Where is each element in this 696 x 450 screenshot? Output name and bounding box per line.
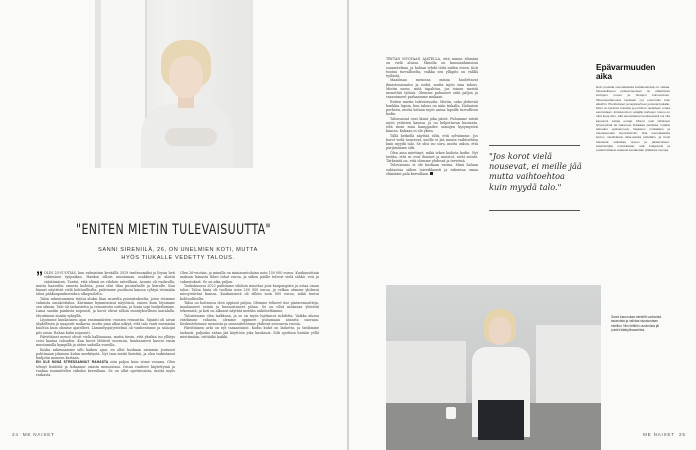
body-paragraph: Talon rakentaminen tuntui aluksi liian suurelta ponnistukselta, joten etsimme valmista omakotitaloa. Kävimme kymmenissä näytöissä, ennen kuin löysimme sen oikean. Talo oli tarkastettu ja remontoitu osittain, ja hinta sopi budjettiimme. Laina saatiin pankista nopeasti, ja korot olivat silloin ennätyksellisen matalalla. Muutimme sisään syksyllä. [36,296,175,318]
folio-left [12,432,55,437]
body-paragraph: Tulostamme olen tarkkana, ja se on myös lujittanut suhdetta. Vaikka alussa riitelimme rahasta, olemme oppineet puhumaan asioista suoraan. Keskustelemme menoista ja suunnittelemme yhdessä seuraavia vuosia. [180,313,319,326]
photo-mug [446,407,456,419]
left-page [0,0,347,450]
body-paragraph: Päivittäiset menot olivat vielä hallinnassa, mutta tiesin, että yksikin iso yllätys voisi kaataa talouden. Kun korot lähtivät nousuun, kuukausierä kasvoi ensin muutamalla kympillä ja sitten sadoilla euroilla. [36,334,175,348]
portrait-photo-bottom [386,285,601,450]
quote-rule-bottom [489,210,580,211]
sidebar-box [596,63,670,152]
end-mark [430,172,433,175]
magazine-name-left: ME NAISET [22,432,55,437]
photo-face [169,56,203,98]
body-paragraph: Liyoimme kuukausien ajan ensimmäisten vuosien remonttia. Sijainti oli aivan täydellinen ja naapurit mukavia, mutta pian alkoi näkyä, että talo vaati enemmän huoltoa kuin olimme ajatelleet. Lämmitysjärjestelmä oli vanhentunut ja salaojat piti uusia. Rahaa kului nopeasti. [36,317,175,335]
subhead-caps: EN OLE NIINÄ STRESSANNUT RAHASTA [36,360,109,365]
body-paragraph: Olen aina miettinyt, mikä tekee kodista kodin. Nyt tiedän, että se ovat ihmiset ja muistot, eivät seinät. Tärkeintä on, että olemme yhdessä ja terveinä. [386,150,478,163]
portrait-photo-top [95,0,253,168]
body-paragraph: EN OLE NIINÄ STRESSANNUT RAHASTA niin paljon kuin viime vuonna. Olen tehnyt lisätöitä ja leikannut omista menoistani. Ostan vaatteet käytettyinä ja ruokaa suunnittelen viikoksi kerrallaan. Se on ollut opettavaista, mutta myös raskasta. [36,360,175,377]
quote-rule-top [489,145,580,146]
page-number-left: 24 [12,432,19,437]
photo-pants [478,400,524,440]
body-column-left-2 [180,271,319,429]
body-paragraph: Tällä hetkellä näyttää siltä, että selviämme. Jos korot vielä nousevat, meille ei jää muuta vaihtoehtoa kuin myydä talo. Se olisi iso suru, mutta uskon, että pärjäisimme silti. [386,133,478,151]
body-paragraph: Tulevaisuus ei ole koskaan varma. Minä haluan suhtautua siihen toiveikkaasti ja rakentaa omaa elämääni pala kerrallaan. [386,163,478,176]
body-paragraph: Maailman menossa minua huolettavat ilmastonmuutos ja sodat, mutta myös oma talous. Mietin usein, mitä tapahtuu, jos toinen meistä menettää työnsä. Olemme puhuneet siitä paljon ja varautuneet parhaamme mukaan. [386,78,478,100]
body-paragraph: Talousasiat ovat läsnä joka päivä. Puhumme niistä myös ystävien kanssa, ja on helpottavaa huomata, että moni muu kamppailee samojen kysymysten kanssa. Kukaan ei ole yksin. [386,116,478,134]
page-number-right: 25 [678,432,686,437]
pull-quote: "Jos korot vielä nousevat, ei meille jää mutta vaihtoehtoa kuin myydä talo." [489,151,582,192]
opening-quote-mark: ” [36,271,43,284]
body-column-right-1 [386,57,478,267]
body-paragraph: Koska rakennamme silti kaiken ajan, en ollut koskaan aiemmin joutunut pohtimaan jokaisen kulun merkitystä. Nyt taas meitä kiristää, ja olen tarkistanut budjetin moneen kertaan. [36,347,175,360]
photo-arm [165,128,217,146]
body-paragraph: Toukokuussa 2022 päätimme vihdoin muuttaa pois kaupungista ja ostaa oman talon. Talon hinta oli tuolloin noin 250 000 euroa, ja velkaa otimme yhdessä miesystäväni kanssa. Kuukausierä oli silloin noin 800 euroa, mikä tuntui kohtuulliselta. [180,283,319,301]
folio-right [643,432,686,437]
body-paragraph: Eniten mietin tulevaisuutta. Mietin, onko järkevää hankkia lapsia, kun talous on näin tiukalla. Haluaisin perheen, mutta haluan myös antaa lapsille turvallisen kodin. [386,99,478,117]
sidebar-title: Epävarmuuden aika [596,62,656,81]
body-paragraph: ” OLIN 25-VUOTIAS, kun valmistuin keväällä 2019 tradenomiksi ja löysin heti vakituisen työpaikan. Hankin silloin muutaman osakkeen ja aloitin säästämisen. Tuntui, että elämä on vihdoin raiteillaan. Asunto oli vuokralla, mutta haaveilin omasta kodista, jossa olisi tilaa puutarhalle ja koiralle. Kun hinnat näyttivät vielä kohtuullisilta, päätimme puolisoni kanssa ryhtyä etsimään taloa pääkaupunkiseudun ulkopuolelta. [36,271,175,297]
article-lede: SANNI SIRENIILÄ, 26, ON UNELMIEN KOTI, MUTTA HYÖS TIUKALLE VEDETTY TALOUS. [98,247,258,261]
photo-caption: Sanni kaunoutaa mielellä vanhoista tavaroista ja vaihtaa sisustustaan mieliksi. Niin keittiön uusinnista jäi puolet käsityöhaaveista. [611,315,662,332]
magazine-name-right: ME NAISET [643,432,675,437]
body-column-left-1 [36,271,175,429]
body-paragraph: TRYTÄN MYÖYÄÄN AJATELLA, että minun elämäni on vielä alussa. Minulla on kunnianhimoisia suunnitelmia, ja haluan tehdä töitä niiden eteen. Koti tuntuu turvalliselta, vaikka sen ylläpito on välillä työlästä. [386,57,478,78]
article-headline: "ENITEN MIETIN TULEVAISUUTTA" [75,222,271,238]
body-paragraph: Olen 26-vuotias, ja minulla on miniasuntolaina noin 150 000 euroa. Kuukausittain maksan lainasta lähes tuhat euroa, ja siihen päälle tulevat vielä sähkö, vesi ja vakuutukset. Se on aika paljon. [180,271,319,284]
body-paragraph: Päivittäinen arki on nyt tasaantunut. Kodin kulut on laskettu, ja tiedämme tarkasti, paljonko rahaa jää käyttöön joka kuukausi. Silti ajoittain herään yöllä miettimään, riittääkö kaikki. [180,326,319,339]
photo-face-bottom [489,317,511,345]
sidebar-body: Noin puolella suomalaisista kotitalouksista on velkaa. Taloudelliseen epävarmuuteen on vaikuttanut korkojen nousu ja hintojen kohoaminen. Talousluottamusta tarvitaan nyt enemmän kuin aikoihin. Pienituloiset ja lapsiperheet joutuvat tiukalle. Moni on karsinut kuluista ja pohtinut uudelleen omaa asumistaan. Ensiasunnon ostajille korkojen nousu on ollut kova isku, sillä asuntolainan kuukausierä voi olla kasvanut satoja euroja. Monet ovat siirtäneet lyhennyksiä tai hakeneet lisäaikaa pankista. Lisäksi talouden epävarmuus heijastuu mielialaan ja tulevaisuuden suunnitelmiin. Osa suomalaisista kertoo miettivänsä raha-asioita päivittäin, ja huoli tulevasta vaikuttaa uneen ja jaksamiseen. Asiantuntijat muistuttavat, että budjetointi ja puskurirahasto auttavat kestämään yllättäviä menoja. [596,85,670,153]
body-paragraph: Taloa on hoitaessa olen oppinut paljon. Olemme tehneet itse pintaremontteja, maalanneet seiniä ja kunnostaneet pihaa. Se on ollut mukavaa yhteistä tekemistä, ja koti on alkanut näyttää meidän näköiseltämme. [180,300,319,314]
